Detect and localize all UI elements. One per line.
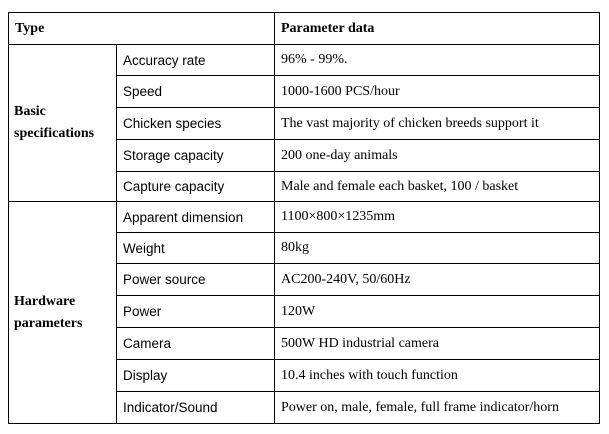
header-type: Type	[9, 13, 275, 45]
param-value: 1100×800×1235mm	[275, 202, 600, 233]
param-name: Capture capacity	[117, 172, 275, 202]
param-value: Power on, male, female, full frame indicator/horn	[275, 392, 600, 424]
param-name: Chicken species	[117, 108, 275, 140]
param-name: Display	[117, 360, 275, 392]
header-row	[9, 13, 600, 45]
param-value: 96% - 99%.	[275, 45, 600, 76]
group-label-line2: specifications	[14, 126, 95, 141]
header-parameter: Parameter data	[275, 13, 600, 45]
group-hardware-parameters	[9, 202, 117, 424]
param-value: 500W HD industrial camera	[275, 328, 600, 360]
group-label-line1: Basic	[14, 104, 46, 119]
param-name: Weight	[117, 233, 275, 264]
group-label-line1: Hardware	[14, 293, 76, 309]
param-value: 200 one-day animals	[275, 140, 600, 172]
param-value: 1000-1600 PCS/hour	[275, 76, 600, 108]
param-name: Camera	[117, 328, 275, 360]
param-name: Power	[117, 296, 275, 328]
table-row	[9, 202, 600, 233]
param-value: 80kg	[275, 233, 600, 264]
param-name: Storage capacity	[117, 140, 275, 172]
group-label-line2: parameters	[14, 315, 83, 331]
param-value: The vast majority of chicken breeds support it	[275, 108, 600, 140]
param-name: Speed	[117, 76, 275, 108]
param-value: Male and female each basket, 100 / basket	[275, 172, 600, 202]
group-basic-specifications	[9, 45, 117, 202]
param-value: AC200-240V, 50/60Hz	[275, 264, 600, 296]
table-row	[9, 45, 600, 76]
param-name: Indicator/Sound	[117, 392, 275, 424]
param-value: 10.4 inches with touch function	[275, 360, 600, 392]
spec-table	[8, 12, 600, 424]
param-name: Accuracy rate	[117, 45, 275, 76]
param-name: Power source	[117, 264, 275, 296]
param-name: Apparent dimension	[117, 202, 275, 233]
param-value: 120W	[275, 296, 600, 328]
